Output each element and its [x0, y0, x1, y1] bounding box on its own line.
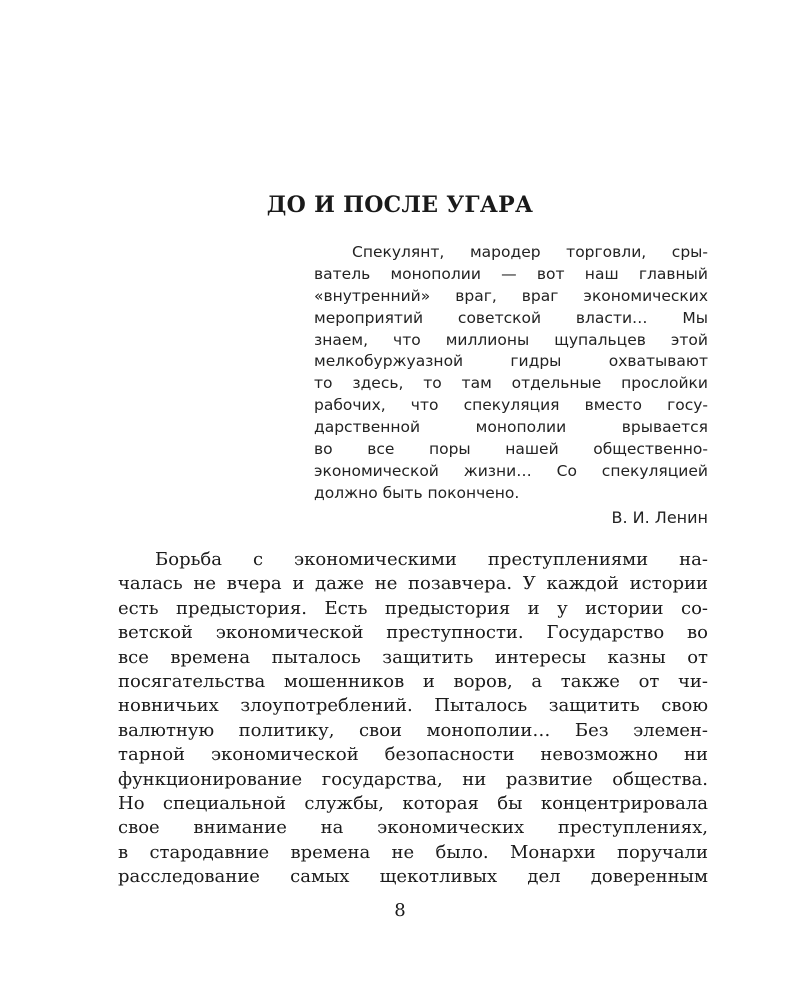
body-line: Борьба с экономическими преступлениями на-	[155, 549, 708, 570]
body-line: функционирование государства, ни развитие общества.	[118, 768, 708, 790]
epigraph-line: должно быть покончено.	[314, 483, 520, 502]
epigraph-line: во все поры нашей общественно-	[314, 440, 708, 459]
epigraph-line: «внутренний» враг, враг экономических	[314, 286, 708, 305]
epigraph-line: то здесь, то там отдельные прослойки	[314, 374, 708, 393]
chapter-title: ДО И ПОСЛЕ УГАРА	[266, 192, 534, 218]
body-line: новничьих злоупотреблений. Пыталось защитить свою	[118, 695, 708, 717]
epigraph-line: рабочих, что спекуляция вместо госу-	[314, 396, 708, 415]
body-line: есть предыстория. Есть предыстория и у истории со-	[118, 597, 708, 619]
body-line: в стародавние времена не было. Монархи поручали	[118, 841, 708, 863]
epigraph-author: В. И. Ленин	[611, 508, 708, 527]
body-line: ветской экономической преступности. Государство во	[118, 622, 708, 644]
epigraph	[314, 242, 708, 505]
body-line: чалась не вчера и даже не позавчера. У каждой истории	[118, 573, 708, 595]
page-number: 8	[394, 900, 406, 921]
body-line: Но специальной службы, которая бы концентрировала	[118, 792, 708, 814]
body-line: валютную политику, свои монополии… Без элемен-	[118, 719, 708, 741]
body-line: расследование самых щекотливых дел доверенным	[118, 866, 708, 888]
body-line: свое внимание на экономических преступлениях,	[118, 817, 708, 839]
body-paragraph	[118, 548, 708, 889]
epigraph-line: ватель монополии — вот наш главный	[314, 264, 708, 283]
epigraph-line: мелкобуржуазной гидры охватывают	[314, 352, 708, 371]
body-line: все времена пыталось защитить интересы казны от	[118, 646, 708, 668]
epigraph-line: дарственной монополии врывается	[314, 418, 708, 437]
epigraph-line: знаем, что миллионы щупальцев этой	[314, 330, 708, 349]
epigraph-line: мероприятий советской власти… Мы	[314, 308, 708, 327]
epigraph-line: экономической жизни… Со спекуляцией	[314, 461, 708, 480]
epigraph-line: Спекулянт, мародер торговли, сры-	[352, 243, 708, 261]
body-line: посягательства мошенников и воров, а также от чи-	[118, 670, 708, 692]
body-line: тарной экономической безопасности невозможно ни	[118, 744, 708, 766]
